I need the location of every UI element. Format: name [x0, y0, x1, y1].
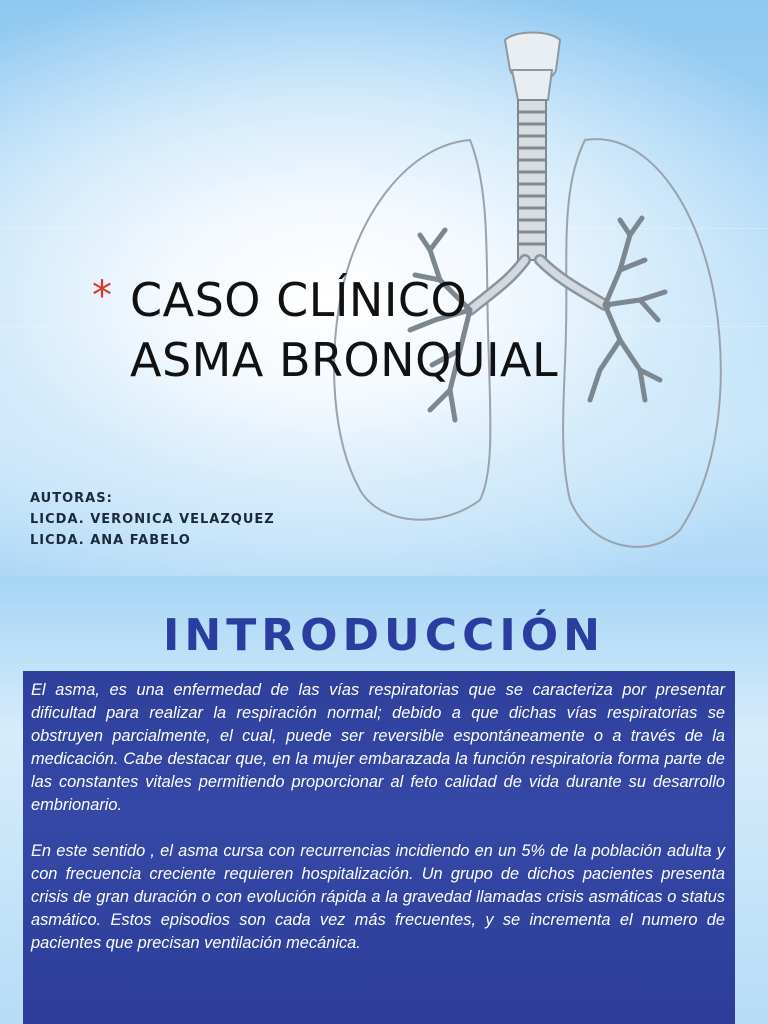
- authors-block: [30, 488, 275, 551]
- slide-title: [92, 270, 558, 390]
- author-1: LICDA. VERONICA VELAZQUEZ: [30, 512, 275, 527]
- authors-label: AUTORAS:: [30, 491, 113, 506]
- title-line-2: ASMA BRONQUIAL: [130, 333, 559, 387]
- author-2: LICDA. ANA FABELO: [30, 533, 191, 548]
- introduction-slide: [0, 576, 768, 1024]
- asterisk-icon: *: [92, 273, 112, 319]
- introduction-text-box: [23, 671, 735, 1024]
- paragraph-1: El asma, es una enfermedad de las vías respiratorias que se caracteriza por presentar dificultad para realizar la respiración normal; debido a que dichas vías respiratorias se obstruyen parcialmente, el cual, puede ser reversible espontáneamente o a través de la medicación. Cabe destacar que, en la mujer embarazada la función respiratoria forma parte de las constantes vitales permitiendo proporcionar al feto calidad de vida durante su desarrollo embrionario.: [31, 681, 725, 814]
- title-line-1: CASO CLÍNICO: [130, 273, 468, 327]
- paragraph-2: En este sentido , el asma cursa con recurrencias incidiendo en un 5% de la población adulta y con frecuencia creciente requieren hospitalización. Un grupo de dichos pacientes presenta crisis de gran duración o con evolución rápida a la gravedad llamadas crisis asmáticas o status asmático. Estos episodios son cada vez más frecuentes, y se incrementa el numero de pacientes que precisan ventilación mecánica.: [31, 842, 725, 952]
- introduction-heading: INTRODUCCIÓN: [163, 610, 605, 661]
